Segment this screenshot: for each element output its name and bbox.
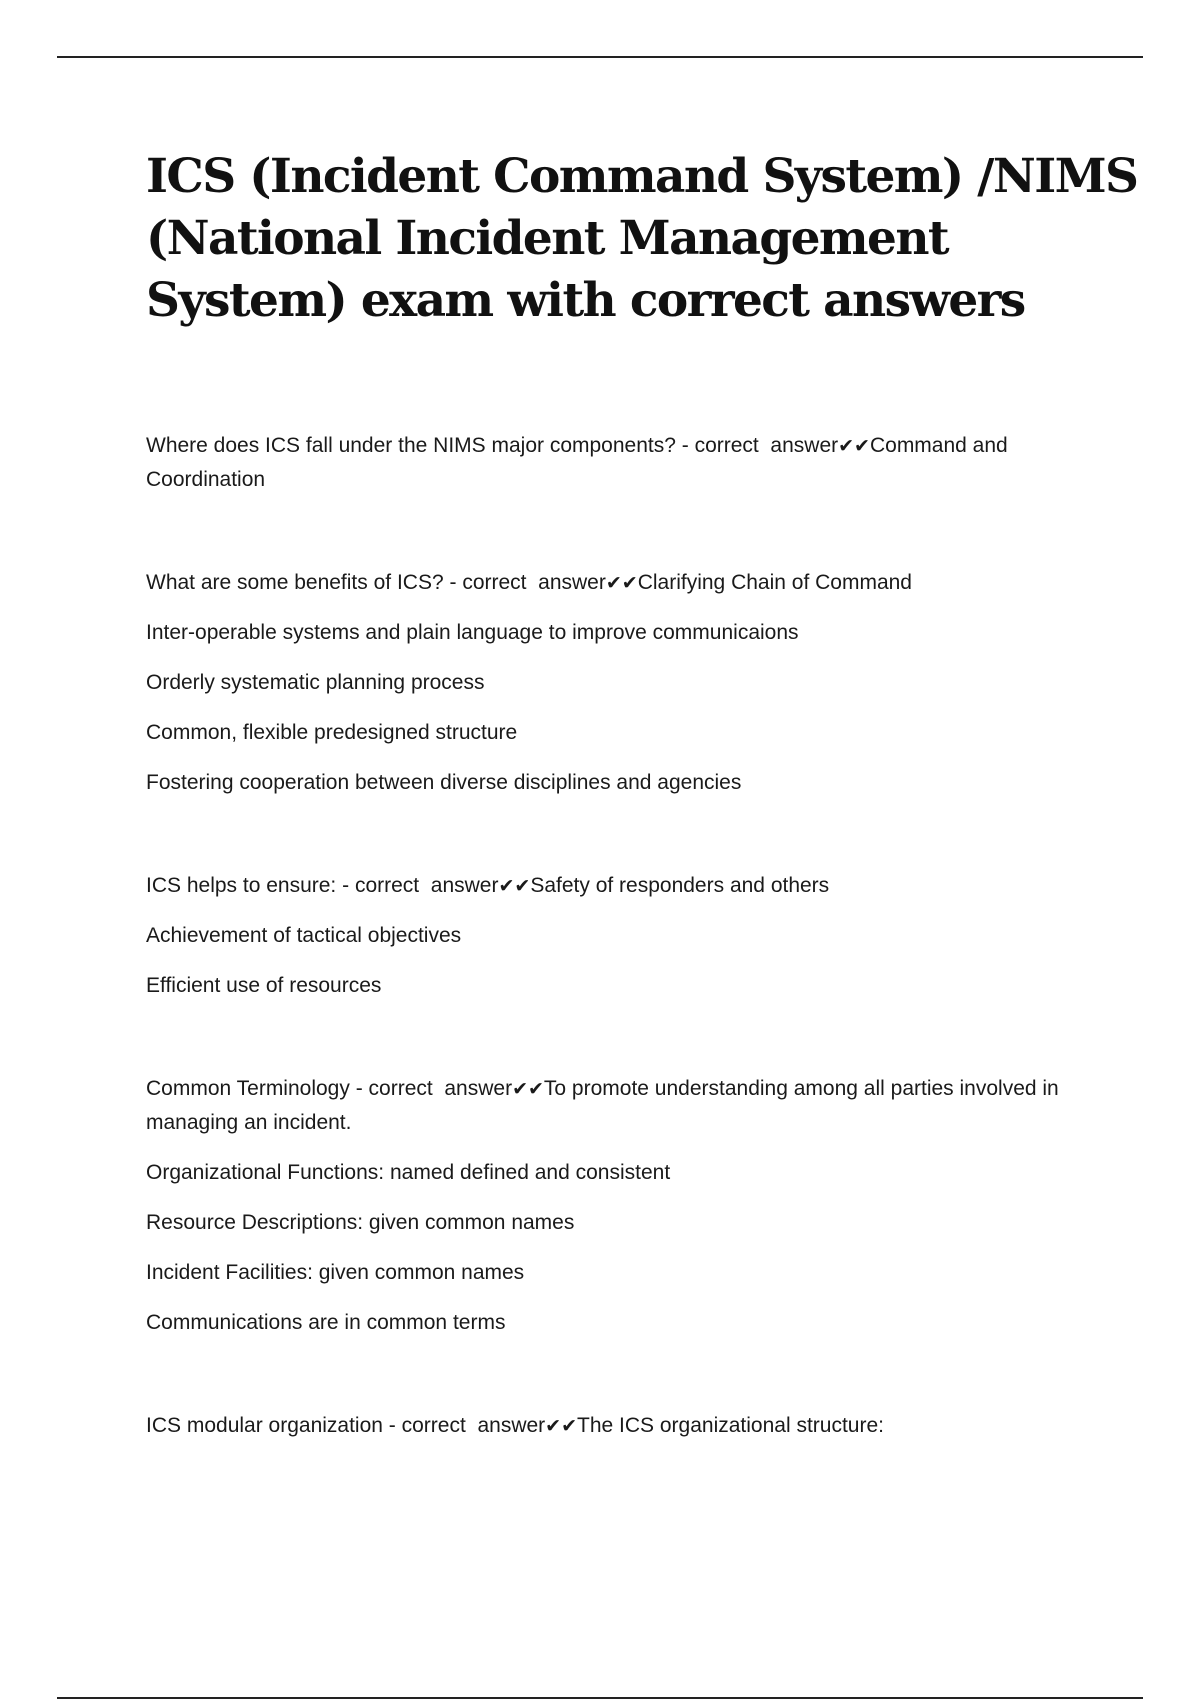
question-text: Where does ICS fall under the NIMS major components? -	[146, 434, 695, 457]
answer-detail-line: Organizational Functions: named defined and consistent	[146, 1161, 671, 1184]
checkmark-icon: ✔✔	[605, 572, 638, 594]
answer-marker: correct answer	[694, 434, 839, 457]
answer-detail-line: Efficient use of resources	[146, 974, 382, 997]
question-line	[146, 429, 1086, 497]
answer-detail-line: Fostering cooperation between diverse disciplines and agencies	[146, 771, 742, 794]
question-text: ICS helps to ensure: -	[146, 874, 355, 897]
question-line	[146, 1409, 1086, 1443]
answer-marker: correct answer	[462, 571, 606, 594]
question-line	[146, 566, 1086, 600]
answer-text: The ICS organizational structure:	[577, 1414, 884, 1437]
title-line: ICS (Incident Command System) /NIMS	[146, 149, 1138, 204]
question-line	[146, 869, 1086, 903]
answer-detail-line: Common, flexible predesigned structure	[146, 721, 518, 744]
question-text: Common Terminology -	[146, 1077, 369, 1100]
answer-detail-line: Orderly systematic planning process	[146, 671, 485, 694]
title-line: (National Incident Management	[146, 211, 949, 266]
answer-text: Safety of responders and others	[530, 874, 830, 897]
answer-marker: correct answer	[401, 1414, 546, 1437]
top-rule	[57, 56, 1143, 58]
answer-detail-line: Inter-operable systems and plain language to improve communicaions	[146, 621, 799, 644]
qa-list	[146, 429, 1086, 1443]
question-text: ICS modular organization -	[146, 1414, 402, 1437]
checkmark-icon: ✔✔	[545, 1415, 578, 1437]
checkmark-icon: ✔✔	[498, 875, 531, 897]
title-line: System) exam with correct answers	[146, 273, 1025, 328]
qa-item	[146, 1409, 1086, 1443]
document-title	[146, 146, 1138, 332]
checkmark-icon: ✔✔	[838, 435, 870, 457]
answer-text: Clarifying Chain of Command	[637, 571, 912, 594]
document-page	[146, 146, 1138, 1443]
answer-text: To promote understanding among all parties involved in managing an incident.	[146, 1077, 1059, 1134]
answer-text: Command and Coordination	[146, 434, 1008, 491]
qa-item	[146, 1072, 1086, 1340]
answer-detail-line: Resource Descriptions: given common names	[146, 1211, 575, 1234]
bottom-rule	[57, 1697, 1143, 1699]
answer-detail-line: Achievement of tactical objectives	[146, 924, 462, 947]
answer-detail-line: Communications are in common terms	[146, 1311, 506, 1334]
question-text: What are some benefits of ICS? -	[146, 571, 463, 594]
answer-marker: correct answer	[368, 1077, 513, 1100]
checkmark-icon: ✔✔	[512, 1078, 544, 1100]
qa-item	[146, 869, 1086, 1003]
question-line	[146, 1072, 1086, 1140]
qa-item	[146, 566, 1086, 800]
answer-detail-line: Incident Facilities: given common names	[146, 1261, 525, 1284]
qa-item	[146, 429, 1086, 497]
answer-marker: correct answer	[354, 874, 499, 897]
